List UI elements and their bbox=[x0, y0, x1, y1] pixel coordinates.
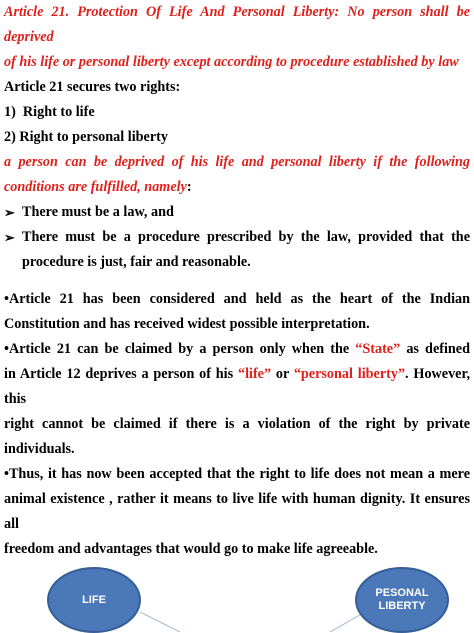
intro-text: Article 21 secures two rights: bbox=[4, 79, 181, 95]
bullet-text-2-line-1: There must be a procedure prescribed by the law, provided that the bbox=[22, 229, 470, 245]
para-1-line-1: •Article 21 has been considered and held as the heart of the Indian bbox=[4, 291, 470, 307]
right-item-2: 2) Right to personal liberty bbox=[4, 129, 168, 145]
para-2-line-2 bbox=[4, 362, 470, 412]
life-term: “life” bbox=[237, 366, 272, 382]
state-term: “State” bbox=[355, 341, 401, 357]
condition-line-1: a person can be deprived of his life and personal liberty if the following bbox=[4, 154, 470, 170]
right-item-1: 1) Right to life bbox=[4, 104, 95, 120]
bullet-item-2 bbox=[4, 225, 470, 275]
bullet-text-1: There must be a law, and bbox=[22, 204, 174, 220]
para-2-text-d: . However, this bbox=[4, 366, 471, 407]
condition-colon: : bbox=[186, 179, 192, 195]
para-2-text-b: as defined bbox=[400, 341, 470, 357]
life-circle bbox=[47, 567, 141, 633]
document-body bbox=[4, 0, 470, 562]
bullet-item-1 bbox=[4, 200, 470, 225]
para-3-line-1: •Thus, it has now been accepted that the right to life does not mean a mere bbox=[4, 466, 470, 482]
personal-liberty-label-2: LIBERTY bbox=[378, 600, 426, 612]
heading-line-1: Article 21. Protection Of Life And Personal Liberty: No person shall be deprived bbox=[4, 4, 470, 45]
para-2-line-1 bbox=[4, 337, 470, 362]
personal-liberty-circle-label bbox=[375, 587, 428, 613]
para-2-line-4: individuals. bbox=[4, 441, 75, 457]
arrow-bullet-icon: ➢ bbox=[4, 205, 15, 220]
bullet-text-2-line-2: procedure is just, fair and reasonable. bbox=[22, 254, 251, 270]
para-3-line-2: animal existence , rather it means to live life with human dignity. It ensures all bbox=[4, 491, 470, 532]
para-2-line-3: right cannot be claimed if there is a violation of the right by private bbox=[4, 416, 470, 432]
condition-line-2-text: conditions are fulfilled, namely bbox=[4, 179, 187, 195]
heading-line-2: of his life or personal liberty except according to procedure established by law bbox=[4, 54, 459, 70]
arrow-bullet-icon: ➢ bbox=[4, 230, 15, 245]
personal-liberty-circle bbox=[355, 567, 449, 633]
life-circle-label: LIFE bbox=[82, 593, 106, 606]
personal-liberty-label-1: PESONAL bbox=[375, 587, 429, 599]
para-3-line-3: freedom and advantages that would go to make life agreeable. bbox=[4, 541, 378, 557]
para-1-line-2: Constitution and has received widest possible interpretation. bbox=[4, 316, 370, 332]
para-2-text-a: •Article 21 can be claimed by a person only when the bbox=[4, 341, 356, 357]
personal-liberty-term: “personal liberty” bbox=[293, 366, 406, 382]
para-2-or: or bbox=[271, 366, 294, 382]
para-2-text-c: in Article 12 deprives a person of his bbox=[4, 366, 238, 382]
condition-line-2 bbox=[4, 175, 470, 200]
